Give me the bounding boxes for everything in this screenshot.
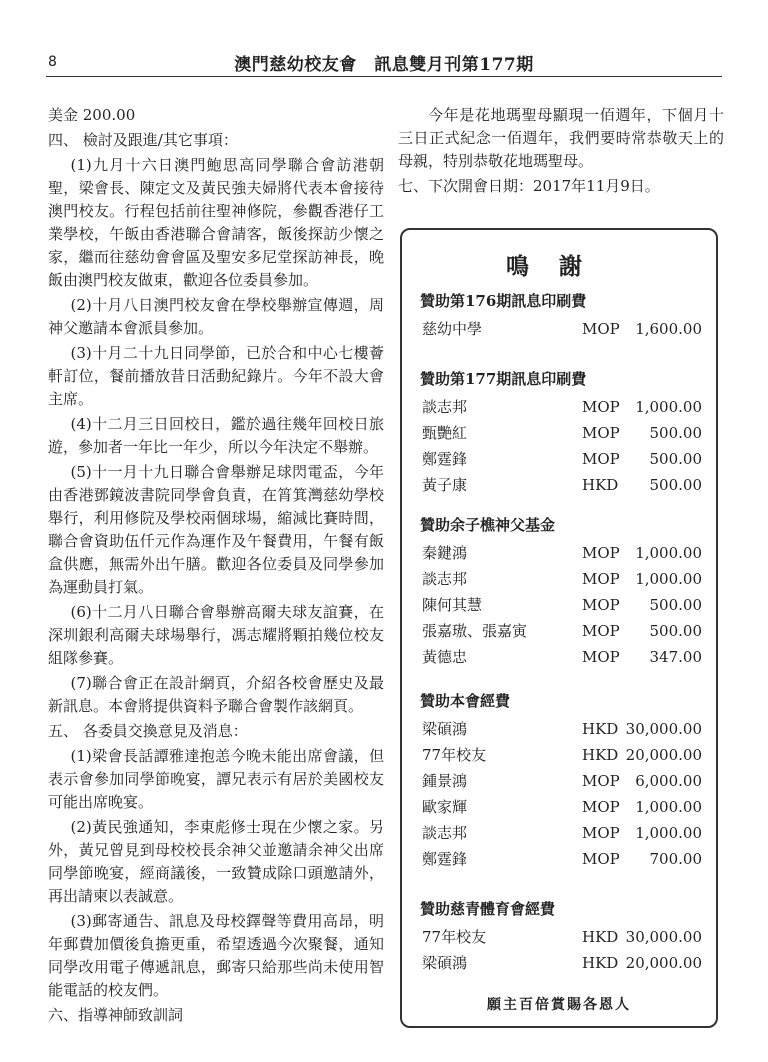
donor-row: [420, 846, 710, 872]
donation-amount: 500.00: [649, 424, 702, 442]
donation-currency: HKD: [582, 746, 619, 764]
donation-group-title: 贊助余子樵神父基金: [420, 516, 556, 534]
agenda-item: (3)郵寄通告、訊息及母校鐸聲等費用高昂，明年郵費加價後負擔更重，希望透過今次聚餐，通知同學改用電子傳遞訊息，郵寄只給那些尚未使用智能電話的校友們。: [48, 912, 384, 999]
donor-name: 黃德忠: [422, 648, 468, 666]
donation-amount: 500.00: [649, 450, 702, 468]
donation-currency: MOP: [582, 772, 620, 790]
donation-amount: 500.00: [649, 596, 702, 614]
donation-group: [420, 896, 710, 976]
acknowledgement-footer: 願主百倍賞賜各恩人: [487, 997, 631, 1013]
agenda-item: (1)九月十六日澳門鮑思高同學聯合會訪港朝聖，梁會長、陳定文及黃民強夫婦將代表本會接待澳門校友。行程包括前往聖神修院，參觀香港仔工業學校，午飯由香港聯合會請客，飯後探訪少懷之家，繼而往慈幼會會區及聖安多尼堂探訪神長，晚飯由澳門校友做東，歡迎各位委員參加。: [48, 156, 384, 289]
donor-name: 歐家輝: [422, 798, 468, 816]
donation-currency: MOP: [582, 570, 620, 588]
page-number: 8: [48, 54, 57, 70]
donor-row: [420, 950, 710, 976]
donor-row: [420, 446, 710, 472]
donation-currency: MOP: [582, 544, 620, 562]
donor-row: [420, 316, 710, 342]
agenda-item: (2)十月八日澳門校友會在學校舉辦宣傳週，周神父邀請本會派員參加。: [48, 296, 384, 337]
donation-currency: HKD: [582, 720, 619, 738]
donor-name: 鄭霆鋒: [422, 450, 468, 468]
acknowledgement-box: [400, 228, 718, 1028]
donation-currency: MOP: [582, 320, 620, 338]
donation-amount: 1,000.00: [635, 824, 702, 842]
agenda-item: (1)梁會長話譚雅達抱恙今晚未能出席會議，但表示會參加同學節晚宴，譚兄表示有居於美國校友可能出席晚宴。: [48, 747, 384, 811]
donation-group-title: 贊助慈青體育會經費: [420, 900, 556, 918]
donation-amount: 1,600.00: [635, 320, 702, 338]
agenda-item: (2)黃民強通知，李東彪修士現在少懷之家。另外，黃兄曾見到母校校長余神父並邀請余神父出席同學節晚宴，經商議後，一致贊成除口頭邀請外，再出請柬以表誠意。: [48, 818, 384, 905]
donor-name: 談志邦: [422, 570, 468, 588]
donation-currency: MOP: [582, 622, 620, 640]
donor-name: 秦鍵鴻: [422, 544, 468, 562]
next-meeting-date: 七、下次開會日期：2017年11月9日。: [398, 177, 660, 195]
agenda-item: (7)聯合會正在設計網頁，介紹各校會歷史及最新訊息。本會將提供資料予聯合會製作該網頁。: [48, 674, 384, 715]
donation-currency: MOP: [582, 850, 620, 868]
donation-group: [420, 512, 710, 670]
donor-row: [420, 618, 710, 644]
donor-name: 談志邦: [422, 398, 468, 416]
donation-currency: MOP: [582, 424, 620, 442]
donor-name: 談志邦: [422, 824, 468, 842]
donation-amount: 500.00: [649, 622, 702, 640]
donor-row: [420, 394, 710, 420]
donation-group: [420, 288, 710, 342]
section-heading: 六、指導神師致訓詞: [48, 1006, 184, 1024]
donor-row: [420, 540, 710, 566]
newsletter-title: 澳門慈幼校友會 訊息雙月刊第177期: [234, 55, 534, 75]
agenda-item: (3)十月二十九日同學節，已於合和中心七樓薈軒訂位，餐前播放昔日活動紀錄片。今年不設大會主席。: [48, 344, 384, 408]
donor-name: 77年校友: [422, 746, 487, 764]
fatima-paragraph: 今年是花地瑪聖母顯現一佰週年，下個月十三日正式紀念一佰週年，我們要時常恭敬天上的母親，特別恭敬花地瑪聖母。: [398, 106, 724, 170]
donor-name: 鍾景鴻: [422, 772, 468, 790]
donation-group: [420, 366, 710, 498]
donor-row: [420, 420, 710, 446]
section-heading: 四、 檢討及跟進/其它事項：: [48, 131, 238, 149]
donation-amount: 30,000.00: [625, 720, 702, 738]
left-column: [48, 104, 384, 1029]
donation-currency: HKD: [582, 954, 619, 972]
donor-name: 梁碩鴻: [422, 720, 468, 738]
donation-amount: 1,000.00: [635, 544, 702, 562]
donor-name: 甄艷紅: [422, 424, 468, 442]
donor-name: 慈幼中學: [422, 320, 483, 338]
donor-row: [420, 566, 710, 592]
donation-amount: 6,000.00: [635, 772, 702, 790]
donor-name: 陳何其慧: [422, 596, 483, 614]
donation-currency: MOP: [582, 798, 620, 816]
donation-currency: MOP: [582, 450, 620, 468]
amount-line: 美金 200.00: [48, 106, 136, 124]
donor-name: 黃子康: [422, 476, 468, 494]
donation-group-title: 贊助第176期訊息印刷費: [420, 292, 587, 310]
donor-row: [420, 644, 710, 670]
right-column: [398, 104, 724, 198]
donor-row: [420, 592, 710, 618]
donation-group-title: 贊助本會經費: [420, 692, 511, 710]
donation-amount: 347.00: [649, 648, 702, 666]
donor-row: [420, 716, 710, 742]
donation-amount: 700.00: [649, 850, 702, 868]
donor-row: [420, 742, 710, 768]
donation-currency: MOP: [582, 398, 620, 416]
agenda-item: (6)十二月八日聯合會舉辦高爾夫球友誼賽，在深圳銀利高爾夫球場舉行，馮志耀將顆拍幾位校友組隊參賽。: [48, 603, 384, 667]
donor-row: [420, 924, 710, 950]
agenda-item: (4)十二月三日回校日，鑑於過往幾年回校日旅遊，參加者一年比一年少，所以今年決定不舉辦。: [48, 415, 384, 456]
donation-group-title: 贊助第177期訊息印刷費: [420, 370, 587, 388]
donation-amount: 1,000.00: [635, 570, 702, 588]
donation-amount: 20,000.00: [625, 954, 702, 972]
donor-row: [420, 768, 710, 794]
agenda-item: (5)十一月十九日聯合會舉辦足球閃電盃，今年由香港鄧鏡波書院同學會負責，在筲箕灣慈幼學校舉行，利用修院及學校兩個球場，縮減比賽時間，聯合會資助伍仟元作為運作及午餐費用，午餐有飯盒供應，無需外出午膳。歡迎各位委員及同學參加為運動員打氣。: [48, 463, 384, 596]
donation-group: [420, 688, 710, 872]
donation-amount: 30,000.00: [625, 928, 702, 946]
page-header: [46, 48, 722, 77]
donation-amount: 1,000.00: [635, 398, 702, 416]
donation-amount: 20,000.00: [625, 746, 702, 764]
donation-currency: MOP: [582, 824, 620, 842]
donation-currency: HKD: [582, 928, 619, 946]
donor-name: 77年校友: [422, 928, 487, 946]
donor-row: [420, 820, 710, 846]
acknowledgement-title: 鳴謝: [506, 253, 612, 280]
donor-name: 鄭霆鋒: [422, 850, 468, 868]
donation-currency: MOP: [582, 596, 620, 614]
donation-amount: 1,000.00: [635, 798, 702, 816]
donation-currency: HKD: [582, 476, 619, 494]
donor-name: 梁碩鴻: [422, 954, 468, 972]
donation-currency: MOP: [582, 648, 620, 666]
donor-name: 張嘉璈、張嘉寅: [422, 622, 528, 640]
donor-row: [420, 794, 710, 820]
donor-row: [420, 472, 710, 498]
section-heading: 五、 各委員交換意見及消息：: [48, 722, 248, 740]
donation-amount: 500.00: [649, 476, 702, 494]
